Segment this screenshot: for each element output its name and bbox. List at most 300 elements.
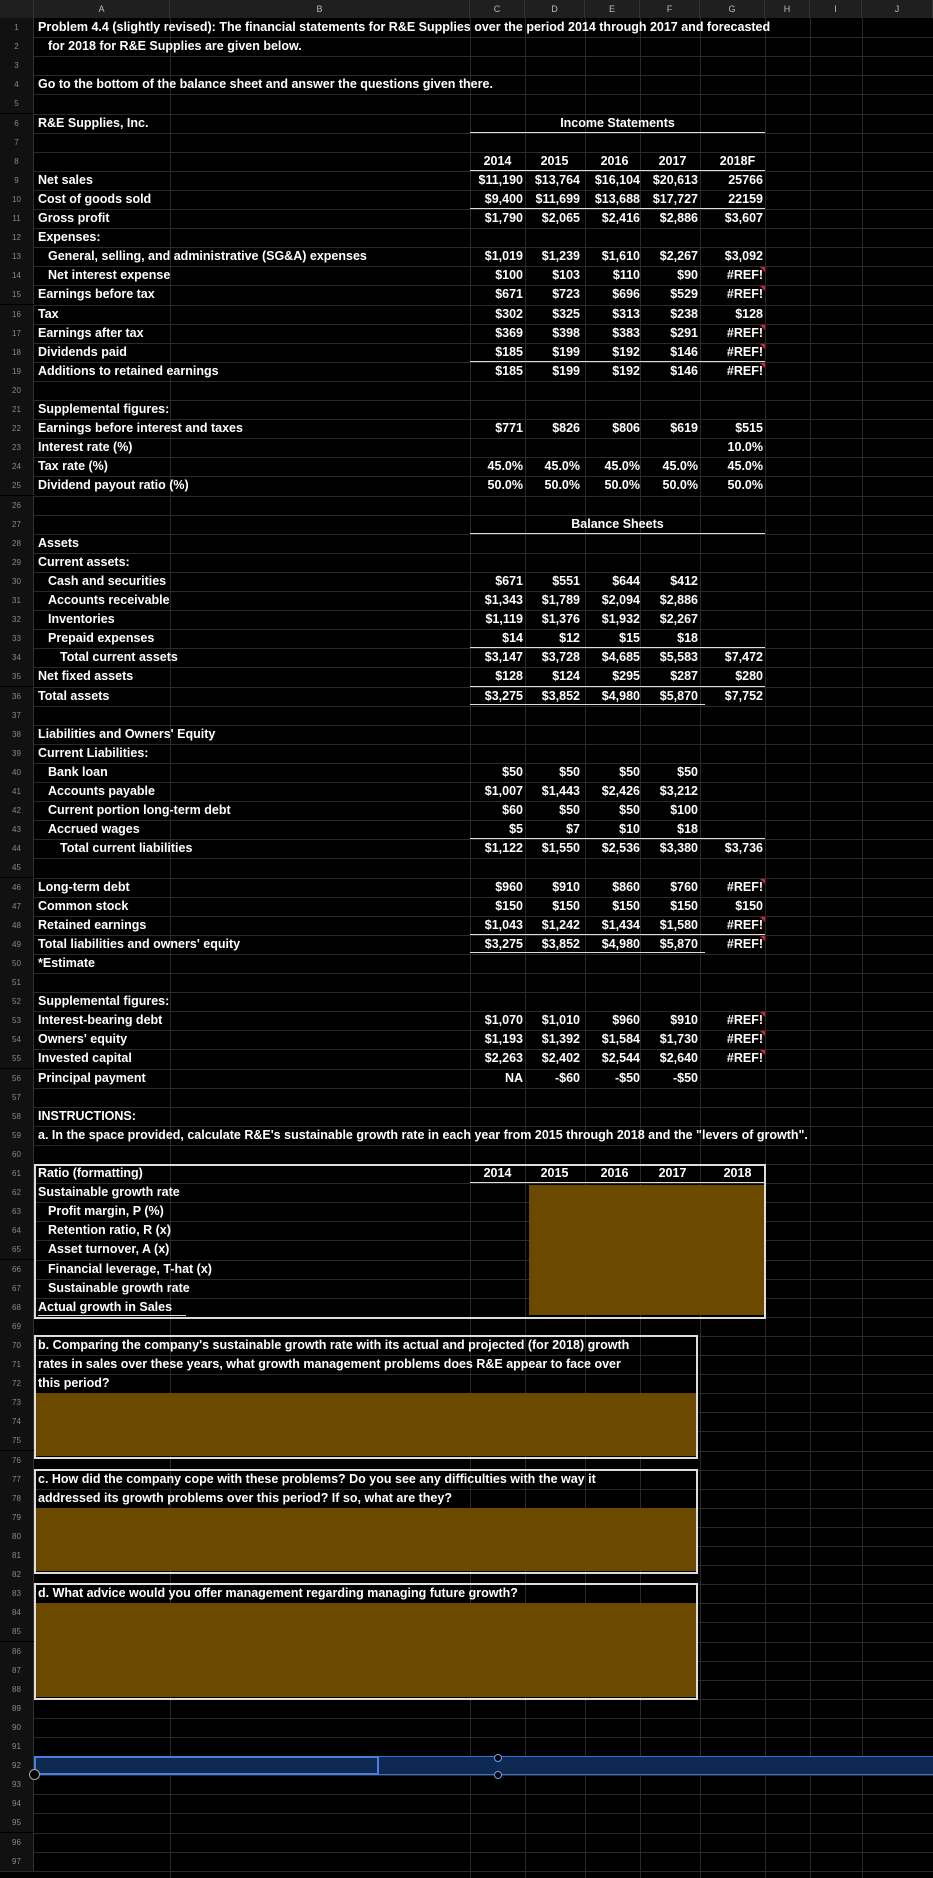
value-cell: $302	[495, 306, 523, 321]
row-header[interactable]: 90	[0, 1718, 34, 1737]
ratio-label: Sustainable growth rate	[48, 1280, 190, 1295]
value-cell: $7,752	[724, 688, 763, 703]
value-cell: $280	[735, 669, 763, 684]
active-cell[interactable]	[34, 1756, 379, 1775]
fill-handle[interactable]	[494, 1771, 502, 1779]
value-cell: $860	[612, 879, 640, 894]
row-header[interactable]: 26	[0, 496, 34, 515]
value-cell: $398	[552, 325, 580, 340]
row-header[interactable]: 84	[0, 1603, 34, 1622]
row-header[interactable]: 25	[0, 476, 34, 495]
value-cell: #REF!	[726, 917, 763, 932]
gridline	[0, 1088, 933, 1089]
row-label: Prepaid expenses	[48, 631, 155, 646]
select-all-icon[interactable]	[29, 1769, 40, 1780]
value-cell: $2,267	[659, 249, 698, 264]
row-header[interactable]: 89	[0, 1699, 34, 1718]
value-cell: 50.0%	[727, 478, 763, 493]
ratio-year-header: 2017	[658, 1166, 687, 1180]
gridline	[0, 553, 933, 554]
gridline	[810, 18, 811, 1878]
row-header[interactable]: 76	[0, 1451, 34, 1470]
row-header[interactable]: 81	[0, 1546, 34, 1565]
row-header[interactable]: 96	[0, 1833, 34, 1852]
value-cell: 50.0%	[604, 478, 640, 493]
row-header[interactable]: 8	[0, 152, 34, 171]
row-header[interactable]: 45	[0, 858, 34, 877]
year-header: 2018F	[719, 153, 756, 168]
row-header[interactable]: 15	[0, 285, 34, 304]
row-label: Assets	[38, 535, 79, 550]
row-header[interactable]: 47	[0, 897, 34, 916]
row-header[interactable]: 64	[0, 1221, 34, 1240]
row-header[interactable]: 77	[0, 1470, 34, 1489]
row-header[interactable]: 67	[0, 1279, 34, 1298]
row-label: Owners' equity	[38, 1032, 128, 1047]
problem-subtitle: for 2018 for R&E Supplies are given below.	[48, 39, 302, 54]
value-cell: $11,190	[478, 172, 523, 187]
gridline	[0, 152, 933, 153]
value-cell: $128	[735, 306, 763, 321]
subtotal-underline	[470, 208, 765, 209]
header-underline	[470, 533, 765, 534]
value-cell: $3,736	[724, 841, 763, 856]
row-header[interactable]: 24	[0, 457, 34, 476]
ratio-year-header: 2014	[483, 1166, 512, 1180]
gridline	[0, 973, 933, 974]
row-label: Supplemental figures:	[38, 402, 170, 416]
value-cell: $3,380	[659, 841, 698, 856]
value-cell: $150	[495, 898, 523, 913]
value-cell: $3,852	[541, 936, 580, 951]
gridline	[0, 706, 933, 707]
row-header[interactable]: 50	[0, 954, 34, 973]
row-header[interactable]: 32	[0, 610, 34, 629]
question-d-text: d. What advice would you offer management regarding managing future growth?	[38, 1586, 518, 1601]
year-header: 2015	[540, 153, 569, 168]
value-cell: $2,544	[601, 1051, 640, 1066]
row-header[interactable]: 5	[0, 94, 34, 113]
row-header[interactable]: 86	[0, 1642, 34, 1661]
value-cell: $910	[670, 1013, 698, 1028]
row-header[interactable]: 73	[0, 1393, 34, 1412]
row-header[interactable]: 48	[0, 916, 34, 935]
row-header[interactable]: 3	[0, 56, 34, 75]
gridline	[0, 438, 933, 439]
gridline	[0, 1737, 933, 1738]
row-header[interactable]: 75	[0, 1431, 34, 1450]
value-cell: $60	[502, 803, 523, 818]
row-header[interactable]: 83	[0, 1584, 34, 1603]
row-header[interactable]: 61	[0, 1164, 34, 1183]
gridline	[0, 94, 933, 95]
value-cell: $1,610	[601, 249, 640, 264]
question-c-answer-area[interactable]	[36, 1508, 696, 1571]
ratio-label: Sustainable growth rate	[38, 1185, 180, 1200]
gridline	[0, 1833, 933, 1834]
column-header-a[interactable]: A	[34, 0, 170, 18]
value-cell: #REF!	[726, 879, 763, 894]
row-header[interactable]: 62	[0, 1183, 34, 1202]
row-label: Accrued wages	[48, 822, 140, 837]
value-cell: $124	[552, 669, 580, 684]
value-cell: #REF!	[726, 344, 763, 359]
row-header[interactable]: 38	[0, 725, 34, 744]
error-indicator	[760, 917, 765, 922]
value-cell: $3,275	[484, 936, 523, 951]
value-cell: $238	[670, 306, 698, 321]
row-header[interactable]: 18	[0, 343, 34, 362]
gridline	[0, 56, 933, 57]
value-cell: $18	[677, 822, 698, 837]
row-header[interactable]: 56	[0, 1069, 34, 1088]
row-header[interactable]: 88	[0, 1680, 34, 1699]
row-label: Earnings after tax	[38, 325, 144, 340]
row-header[interactable]: 69	[0, 1317, 34, 1336]
row-header[interactable]: 20	[0, 381, 34, 400]
row-label: Invested capital	[38, 1051, 132, 1066]
value-cell: $16,104	[594, 172, 640, 187]
value-cell: $1,343	[484, 593, 523, 607]
gridline	[862, 18, 863, 1878]
header-underline	[470, 132, 765, 133]
row-header[interactable]: 78	[0, 1489, 34, 1508]
row-label: General, selling, and administrative (SG&A) expenses	[48, 249, 367, 264]
value-cell: $3,852	[541, 688, 580, 703]
value-cell: $619	[670, 421, 698, 436]
row-label: Net interest expense	[48, 268, 171, 283]
row-label: Dividends paid	[38, 344, 127, 359]
row-header[interactable]: 22	[0, 419, 34, 438]
row-header[interactable]: 39	[0, 744, 34, 763]
value-cell: $1,007	[484, 784, 523, 798]
row-header[interactable]: 85	[0, 1622, 34, 1641]
value-cell: $2,886	[659, 593, 698, 607]
row-header[interactable]: 41	[0, 782, 34, 801]
row-header[interactable]: 94	[0, 1794, 34, 1813]
year-header: 2017	[658, 153, 687, 168]
row-header[interactable]: 53	[0, 1011, 34, 1030]
value-cell: $146	[670, 344, 698, 359]
row-header[interactable]: 2	[0, 37, 34, 56]
value-cell: $9,400	[484, 191, 523, 206]
value-cell: $806	[612, 421, 640, 436]
value-cell: 50.0%	[487, 478, 523, 493]
value-cell: $1,789	[541, 593, 580, 607]
value-cell: $723	[552, 287, 580, 302]
row-header[interactable]: 43	[0, 820, 34, 839]
row-header[interactable]: 12	[0, 228, 34, 247]
value-cell: -$50	[614, 1070, 640, 1085]
ratio-header-underline	[470, 1182, 765, 1183]
row-label: Cash and securities	[48, 573, 167, 588]
value-cell: $128	[495, 669, 523, 684]
row-header[interactable]: 66	[0, 1260, 34, 1279]
value-cell: $110	[612, 268, 640, 283]
error-indicator	[760, 1031, 765, 1036]
value-cell: $960	[612, 1013, 640, 1028]
value-cell: $2,094	[601, 593, 640, 607]
value-cell: $960	[495, 879, 523, 894]
value-cell: #REF!	[726, 287, 763, 302]
corner-cell[interactable]	[0, 0, 34, 18]
value-cell: $18	[677, 631, 698, 646]
value-cell: $192	[612, 344, 640, 359]
column-header-d[interactable]: D	[525, 0, 585, 18]
error-indicator	[760, 286, 765, 291]
column-header-h[interactable]: H	[765, 0, 810, 18]
value-cell: #REF!	[726, 325, 763, 340]
row-header[interactable]: 19	[0, 362, 34, 381]
value-cell: $1,242	[541, 917, 580, 932]
row-header[interactable]: 68	[0, 1298, 34, 1317]
row-header[interactable]: 16	[0, 305, 34, 324]
gridline	[0, 1871, 933, 1872]
row-label: Net fixed assets	[38, 669, 134, 684]
column-header-g[interactable]: G	[700, 0, 765, 18]
value-cell: $13,764	[534, 172, 580, 187]
value-cell: $5,870	[659, 688, 698, 703]
row-header[interactable]: 80	[0, 1527, 34, 1546]
gridline	[0, 1718, 933, 1719]
row-header[interactable]: 63	[0, 1202, 34, 1221]
gridline	[0, 496, 933, 497]
value-cell: #REF!	[726, 363, 763, 378]
row-header[interactable]: 70	[0, 1336, 34, 1355]
row-header[interactable]: 36	[0, 687, 34, 706]
value-cell: $4,685	[601, 650, 640, 665]
error-indicator	[760, 936, 765, 941]
value-cell: 10.0%	[727, 440, 763, 455]
value-cell: $50	[619, 803, 640, 818]
row-header[interactable]: 11	[0, 209, 34, 228]
value-cell: $1,010	[541, 1013, 580, 1028]
row-header[interactable]: 21	[0, 400, 34, 419]
row-header[interactable]: 40	[0, 763, 34, 782]
row-header[interactable]: 97	[0, 1852, 34, 1871]
row-label: Liabilities and Owners' Equity	[38, 726, 216, 741]
error-indicator	[760, 325, 765, 330]
value-cell: $1,239	[541, 249, 580, 264]
question-b-text: this period?	[38, 1376, 110, 1391]
row-header[interactable]: 55	[0, 1049, 34, 1068]
gridline	[0, 515, 933, 516]
row-header[interactable]: 79	[0, 1508, 34, 1527]
column-header-j[interactable]: J	[862, 0, 933, 18]
row-header[interactable]: 52	[0, 992, 34, 1011]
row-label: Long-term debt	[38, 879, 130, 894]
value-cell: $2,536	[601, 841, 640, 856]
value-cell: $90	[677, 268, 698, 283]
value-cell: $291	[670, 325, 698, 340]
balance-sheet-header: Balance Sheets	[571, 516, 664, 531]
row-header[interactable]: 37	[0, 706, 34, 725]
value-cell: $103	[552, 268, 580, 283]
row-label: Bank loan	[48, 764, 108, 779]
column-header-f[interactable]: F	[640, 0, 700, 18]
row-header[interactable]: 58	[0, 1107, 34, 1126]
column-header-b[interactable]: B	[170, 0, 470, 18]
row-header[interactable]: 46	[0, 878, 34, 897]
value-cell: $2,416	[601, 211, 640, 225]
row-header[interactable]: 4	[0, 75, 34, 94]
value-cell: 50.0%	[544, 478, 580, 493]
row-label: Common stock	[38, 898, 129, 913]
instructions-title: INSTRUCTIONS:	[38, 1108, 136, 1123]
value-cell: $1,790	[484, 211, 523, 225]
ratio-year-header: 2015	[540, 1166, 569, 1180]
question-b-answer-area[interactable]	[36, 1393, 696, 1456]
value-cell: $1,730	[659, 1032, 698, 1047]
ratio-label: Financial leverage, T-hat (x)	[48, 1261, 212, 1276]
row-header[interactable]: 95	[0, 1813, 34, 1832]
row-header[interactable]: 9	[0, 171, 34, 190]
row-header[interactable]: 71	[0, 1355, 34, 1374]
row-label: Supplemental figures:	[38, 994, 170, 1009]
row-header[interactable]: 74	[0, 1412, 34, 1431]
row-header[interactable]: 1	[0, 18, 34, 37]
row-header[interactable]: 14	[0, 266, 34, 285]
row-header[interactable]: 10	[0, 190, 34, 209]
value-cell: $50	[677, 764, 698, 779]
row-header[interactable]: 7	[0, 133, 34, 152]
row-label: Retained earnings	[38, 917, 147, 932]
value-cell: $12	[559, 631, 580, 646]
row-label: Earnings before tax	[38, 287, 155, 302]
value-cell: $2,065	[541, 211, 580, 225]
value-cell: $1,584	[601, 1032, 640, 1047]
value-cell: $13,688	[594, 191, 640, 206]
row-header[interactable]: 92	[0, 1756, 34, 1775]
row-label: Additions to retained earnings	[38, 363, 219, 378]
column-header-i[interactable]: I	[810, 0, 862, 18]
row-header[interactable]: 42	[0, 801, 34, 820]
column-header-e[interactable]: E	[585, 0, 640, 18]
value-cell: $3,275	[484, 688, 523, 703]
row-label: Total liabilities and owners' equity	[38, 936, 241, 951]
row-header[interactable]: 6	[0, 114, 34, 133]
row-header[interactable]: 93	[0, 1775, 34, 1794]
year-header: 2016	[600, 153, 629, 168]
value-cell: $4,980	[601, 936, 640, 951]
value-cell: $771	[495, 421, 523, 436]
value-cell: $2,640	[659, 1051, 698, 1066]
row-header[interactable]: 91	[0, 1737, 34, 1756]
row-header[interactable]: 59	[0, 1126, 34, 1145]
row-header[interactable]: 57	[0, 1088, 34, 1107]
value-cell: $2,267	[659, 612, 698, 627]
subtotal-underline	[470, 361, 765, 362]
ratio-header: Ratio (formatting)	[38, 1166, 143, 1180]
answer-input-area[interactable]	[529, 1185, 764, 1315]
row-header[interactable]: 23	[0, 438, 34, 457]
row-header[interactable]: 65	[0, 1240, 34, 1259]
value-cell: $826	[552, 421, 580, 436]
row-header[interactable]: 28	[0, 534, 34, 553]
value-cell: $1,392	[541, 1032, 580, 1047]
row-header[interactable]: 54	[0, 1030, 34, 1049]
row-header[interactable]: 87	[0, 1661, 34, 1680]
value-cell: $1,550	[541, 841, 580, 856]
ratio-year-header: 2016	[600, 1166, 629, 1180]
column-header-c[interactable]: C	[470, 0, 525, 18]
value-cell: $1,932	[601, 612, 640, 627]
question-d-answer-area[interactable]	[36, 1603, 696, 1697]
value-cell: $100	[670, 803, 698, 818]
row-header[interactable]: 33	[0, 629, 34, 648]
value-cell: NA	[504, 1070, 523, 1085]
gridline	[765, 18, 766, 1878]
row-header[interactable]: 31	[0, 591, 34, 610]
row-header[interactable]: 35	[0, 667, 34, 686]
row-header[interactable]: 60	[0, 1145, 34, 1164]
instruction-text: Go to the bottom of the balance sheet and answer the questions given there.	[38, 77, 493, 92]
row-header[interactable]: 49	[0, 935, 34, 954]
value-cell: $150	[735, 898, 763, 913]
row-header[interactable]: 17	[0, 324, 34, 343]
question-b-text: b. Comparing the company's sustainable growth rate with its actual and projected (for 2018) growth	[38, 1337, 630, 1352]
row-label: *Estimate	[38, 955, 95, 970]
value-cell: $3,147	[484, 650, 523, 665]
question-c-text: addressed its growth problems over this period? If so, what are they?	[38, 1490, 452, 1505]
value-cell: $1,434	[601, 917, 640, 932]
row-header[interactable]: 13	[0, 247, 34, 266]
value-cell: 45.0%	[727, 459, 763, 474]
question-b-text: rates in sales over these years, what growth management problems does R&E appear to face over	[38, 1357, 621, 1371]
value-cell: $1,122	[484, 841, 523, 856]
income-statement-header: Income Statements	[560, 115, 675, 130]
value-cell: $295	[612, 669, 640, 684]
value-cell: $192	[612, 363, 640, 378]
value-cell: $3,212	[659, 784, 698, 798]
gridline	[0, 1775, 933, 1776]
value-cell: $1,580	[659, 917, 698, 932]
value-cell: $199	[552, 363, 580, 378]
value-cell: $515	[735, 421, 763, 436]
row-label: Total current assets	[60, 650, 178, 665]
value-cell: $7	[566, 822, 580, 837]
company-name: R&E Supplies, Inc.	[38, 115, 149, 130]
gridline	[0, 381, 933, 382]
row-header[interactable]: 82	[0, 1565, 34, 1584]
gridline	[0, 1107, 933, 1108]
value-cell: 50.0%	[662, 478, 698, 493]
row-header[interactable]: 51	[0, 973, 34, 992]
row-header[interactable]: 27	[0, 515, 34, 534]
error-indicator	[760, 879, 765, 884]
row-header[interactable]: 72	[0, 1374, 34, 1393]
row-label: Net sales	[38, 172, 93, 187]
value-cell: $11,699	[535, 191, 580, 206]
row-header[interactable]: 44	[0, 839, 34, 858]
gridline	[0, 133, 933, 134]
value-cell: $671	[495, 287, 523, 302]
gridline	[0, 228, 933, 229]
gridline	[0, 1145, 933, 1146]
question-a-text: a. In the space provided, calculate R&E's sustainable growth rate in each year from 2015 through 2018 and the "levers of growth".	[38, 1127, 808, 1142]
row-label: Cost of goods sold	[38, 191, 152, 206]
value-cell: $14	[502, 631, 523, 646]
value-cell: 25766	[728, 172, 763, 187]
value-cell: -$50	[672, 1070, 698, 1085]
value-cell: $7,472	[724, 650, 763, 665]
row-header[interactable]: 29	[0, 553, 34, 572]
row-label: Total assets	[38, 688, 110, 703]
row-header[interactable]: 34	[0, 648, 34, 667]
value-cell: $185	[495, 344, 523, 359]
row-header[interactable]: 30	[0, 572, 34, 591]
value-cell: $150	[612, 898, 640, 913]
